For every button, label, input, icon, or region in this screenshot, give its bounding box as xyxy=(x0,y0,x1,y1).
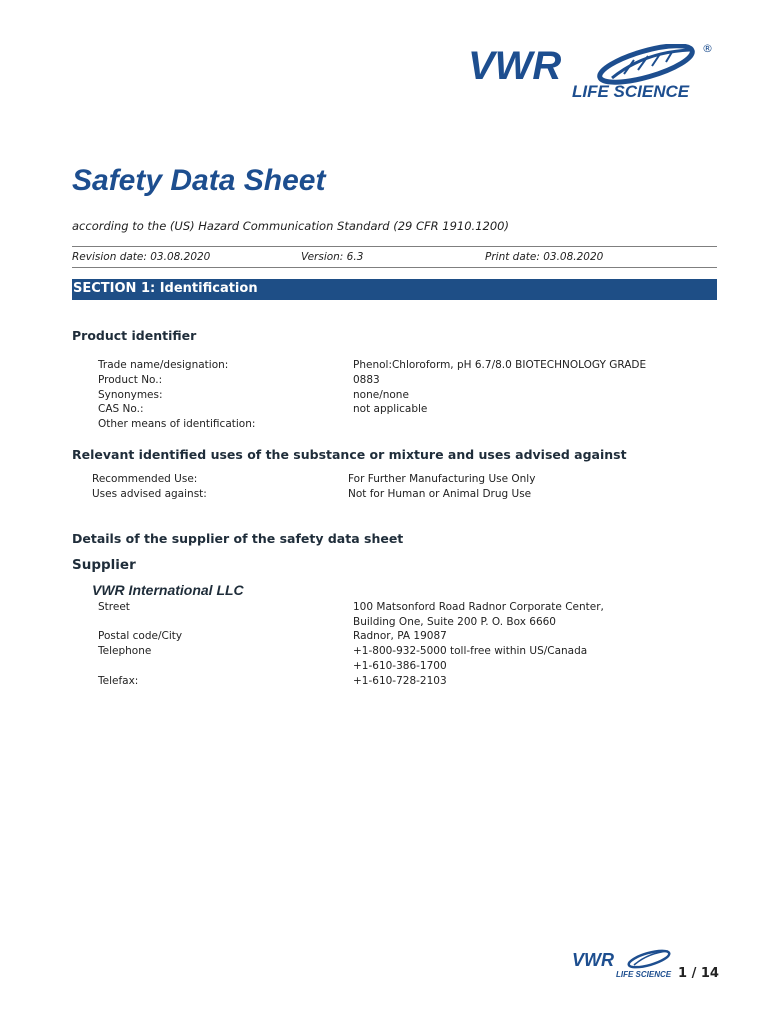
footer-vwr-logo xyxy=(572,946,682,986)
postal-city-label: Postal code/City xyxy=(98,630,183,642)
supplier-details-heading: Details of the supplier of the safety data sheet xyxy=(72,531,404,546)
footer-logo-wordmark: VWR xyxy=(572,950,614,970)
synonymes-label: Synonymes: xyxy=(98,389,163,401)
document-subtitle: according to the (US) Hazard Communication Standard (29 CFR 1910.1200) xyxy=(72,219,509,233)
cas-no-value: not applicable xyxy=(353,403,428,415)
trade-name-label: Trade name/designation: xyxy=(98,359,229,371)
street-value-line2: Building One, Suite 200 P. O. Box 6660 xyxy=(353,616,556,628)
synonymes-value: none/none xyxy=(353,389,409,401)
postal-city-value: Radnor, PA 19087 xyxy=(353,630,447,642)
recommended-use-value: For Further Manufacturing Use Only xyxy=(348,473,536,485)
print-date: Print date: 03.08.2020 xyxy=(485,251,604,263)
divider-top xyxy=(72,246,717,247)
telephone-value-2: +1-610-386-1700 xyxy=(353,660,447,672)
street-label: Street xyxy=(98,601,130,613)
cas-no-label: CAS No.: xyxy=(98,403,144,415)
product-no-label: Product No.: xyxy=(98,374,163,386)
trade-name-value: Phenol:Chloroform, pH 6.7/8.0 BIOTECHNOLOGY GRADE xyxy=(353,359,647,371)
footer-leaf-icon xyxy=(626,948,674,970)
document-title: Safety Data Sheet xyxy=(72,164,326,197)
company-name: VWR International LLC xyxy=(92,582,244,598)
telefax-label: Telefax: xyxy=(98,675,139,687)
uses-advised-against-label: Uses advised against: xyxy=(92,488,207,500)
telephone-value-1: +1-800-932-5000 toll-free within US/Canada xyxy=(353,645,588,657)
other-means-label: Other means of identification: xyxy=(98,418,256,430)
product-identifier-heading: Product identifier xyxy=(72,328,197,343)
telephone-label: Telephone xyxy=(98,645,152,657)
section-title: SECTION 1: Identification xyxy=(73,281,258,296)
supplier-heading: Supplier xyxy=(72,557,136,573)
divider-bottom xyxy=(72,267,717,268)
footer-logo-subtext: LIFE SCIENCE xyxy=(616,970,672,979)
version: Version: 6.3 xyxy=(301,251,364,263)
logo-subtext: LIFE SCIENCE xyxy=(572,82,690,101)
uses-advised-against-value: Not for Human or Animal Drug Use xyxy=(348,488,532,500)
telefax-value: +1-610-728-2103 xyxy=(353,675,447,687)
logo-wordmark: VWR xyxy=(468,44,562,88)
recommended-use-label: Recommended Use: xyxy=(92,473,198,485)
vwr-logo xyxy=(468,40,718,110)
page-number: 1 / 14 xyxy=(678,966,719,981)
revision-date: Revision date: 03.08.2020 xyxy=(72,251,211,263)
street-value-line1: 100 Matsonford Road Radnor Corporate Center, xyxy=(353,601,604,613)
uses-heading: Relevant identified uses of the substance or mixture and uses advised against xyxy=(72,447,627,462)
product-no-value: 0883 xyxy=(353,374,380,386)
registered-mark: ® xyxy=(702,42,713,55)
